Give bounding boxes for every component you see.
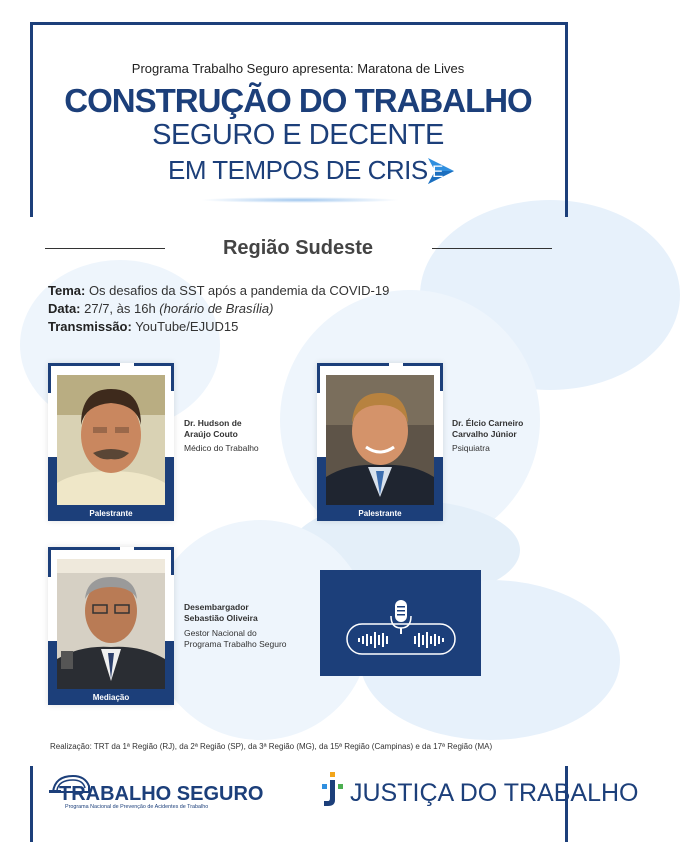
data-row: Data: 27/7, às 16h (horário de Brasília) [48, 301, 274, 316]
sound-wave-icon [358, 632, 444, 648]
speaker-tag-1: Palestrante [89, 509, 133, 518]
justica-do-trabalho-logo [320, 768, 639, 813]
speaker-card-1 [48, 363, 174, 521]
footer-realizacao: Realização: TRT da 1ª Região (RJ), da 2ª Região (SP), da 3ª Região (MG), da 15ª Região (Campinas) e da 17ª Região (MA) [50, 742, 493, 751]
title-line-1: CONSTRUÇÃO DO TRABALHO [64, 82, 532, 119]
speaker-tag-2: Palestrante [358, 509, 402, 518]
tema-row: Tema: Os desafios da SST após a pandemia da COVID-19 [48, 283, 390, 298]
header-subtitle: Programa Trabalho Seguro apresenta: Maratona de Lives [131, 61, 465, 76]
speaker-photo-1 [57, 375, 165, 505]
title-line-3-row [168, 155, 456, 186]
header-glow [200, 197, 400, 203]
logo-left-title: TRABALHO SEGURO [59, 783, 264, 805]
region-title: Região Sudeste [222, 237, 374, 259]
transmissao-row: Transmissão: YouTube/EJUD15 [48, 319, 239, 334]
speaker-photo-2 [326, 375, 434, 505]
speaker-card-2 [317, 363, 443, 521]
speaker-card-3 [48, 547, 174, 705]
microphone-icon [391, 600, 411, 634]
speaker-photo-3 [57, 559, 165, 689]
logo-right-title: JUSTIÇA DO TRABALHO [350, 779, 639, 807]
speaker-role-3: Gestor Nacional do Programa Trabalho Seguro [184, 628, 287, 649]
title-line-2: SEGURO E DECENTE [152, 119, 444, 151]
event-info [48, 282, 389, 336]
speaker-name-2: Dr. Élcio Carneiro Carvalho Júnior [452, 418, 524, 439]
trabalho-seguro-logo [45, 768, 264, 813]
speaker-role-2: Psiquiatra [452, 443, 490, 453]
logo-left-sub: Programa Nacional de Prevenção de Acidentes de Trabalho [65, 804, 209, 810]
speaker-tag-3: Mediação [92, 693, 130, 702]
speaker-name-1: Dr. Hudson de Araújo Couto [184, 418, 242, 439]
speaker-role-1: Médico do Trabalho [184, 443, 259, 453]
svg-text:E: E [431, 161, 444, 181]
title-line-3: EM TEMPOS DE CRIS [168, 155, 428, 185]
audio-graphic [320, 570, 481, 676]
arrow-icon [426, 156, 456, 186]
region-divider-right [432, 248, 552, 249]
speaker-name-3: Desembargador Sebastião Oliveira [184, 602, 258, 623]
